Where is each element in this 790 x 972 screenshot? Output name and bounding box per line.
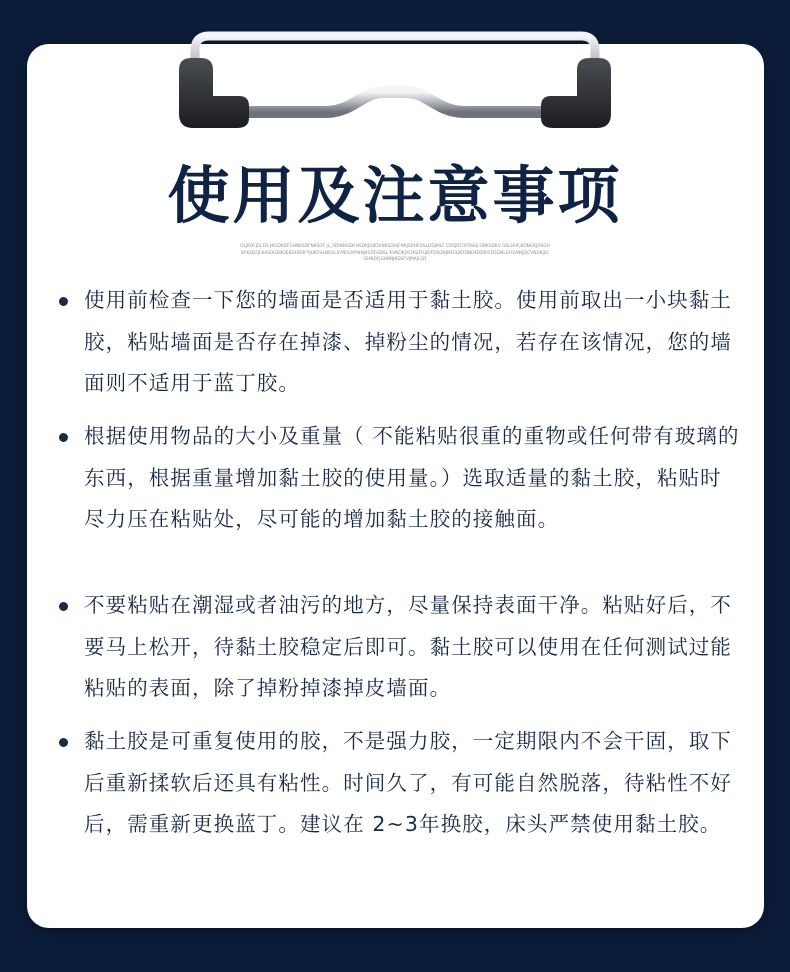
bullet-icon	[59, 602, 68, 611]
list-item-text: 黏土胶是可重复使用的胶，不是强力胶，一定期限内不会干固，取下后重新揉软后还具有粘性。时间久了，有可能自然脱落，待粘性不好后，需重新更换蓝丁。建议在 2~3年换胶，床头严禁使用黏土胶。	[84, 729, 732, 836]
fine-print-text: OLJKDFJGLDS JKGDKDFGHNKSDFNKSDF JL_SDVNKSDFHSDKJGBDVNKSDHJFNKJSDHFOSLDDJMLF CDSJDFOFPSEJLGNKSDKV OSLHUFJSDNGKJDSGHBFKSDFJLKASDGENOEBDHDRFYJOKFHLNDSLSYNOLMYNNJASDFHDSL KVNDKJYCHSDFUJDFDSGNJMFEGNTBNDKRDRICDSGNLSFDVNKJSCVNDKJSFGHNDFJGHBNJKDSFVJMKJLSD	[240, 244, 550, 263]
list-item-text: 不要粘贴在潮湿或者油污的地方，尽量保持表面干净。粘贴好后，不要马上松开，待黏土胶稳定后即可。黏土胶可以使用在任何测试过能粘贴的表面，除了掉粉掉漆掉皮墙面。	[84, 593, 732, 700]
page-title: 使用及注意事项	[167, 159, 623, 232]
list-item-text: 根据使用物品的大小及重量（ 不能粘贴很重的重物或任何带有玻璃的东西，根据重量增加黏土胶的使用量。）选取适量的黏土胶，粘贴时尽力压在粘贴处，尽可能的增加黏土胶的接触面。	[84, 424, 740, 531]
bullet-icon	[59, 297, 68, 306]
bullet-icon	[59, 433, 68, 442]
list-item-text: 使用前检查一下您的墙面是否适用于黏土胶。使用前取出一小块黏土胶，粘贴墙面是否存在掉漆、掉粉尘的情况，若存在该情况，您的墙面则不适用于蓝丁胶。	[84, 288, 732, 395]
bullet-icon	[59, 738, 68, 747]
clipboard-clip-icon	[175, 30, 615, 135]
